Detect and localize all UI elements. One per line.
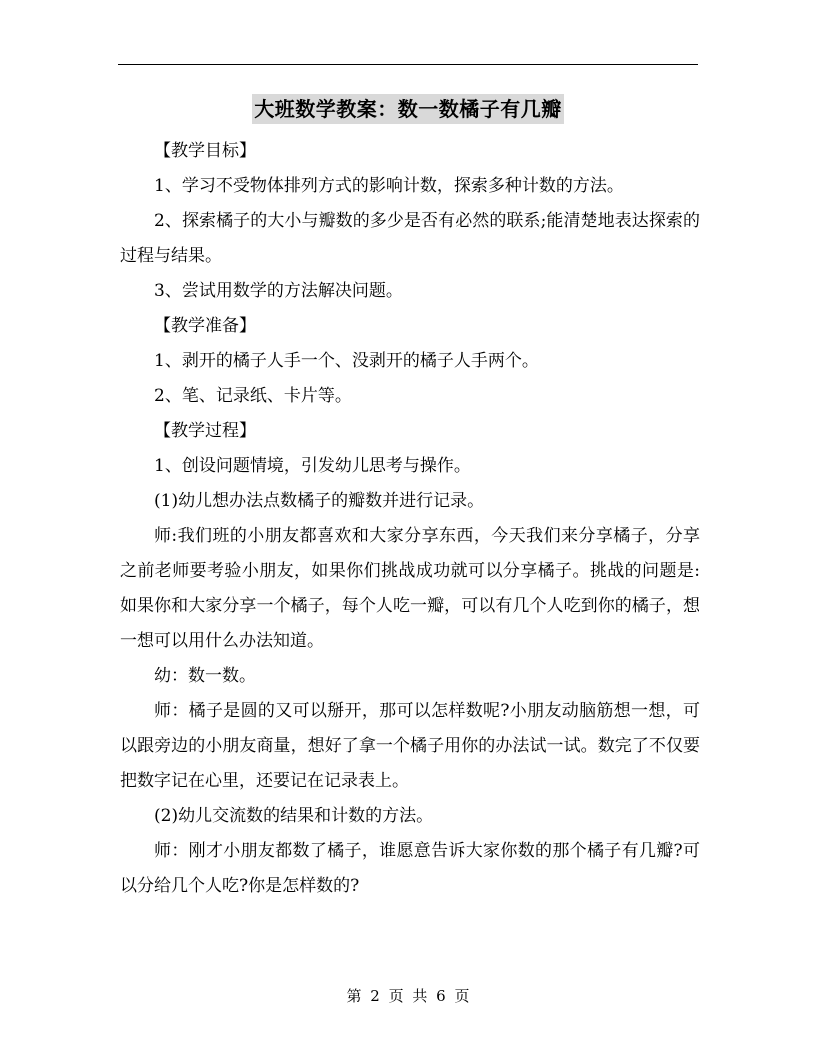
document-title: 大班数学教案：数一数橘子有几瓣 — [252, 94, 564, 124]
paragraph: 1、创设问题情境，引发幼儿思考与操作。 — [154, 456, 471, 476]
header-rule — [118, 64, 698, 65]
paragraph: 师:我们班的小朋友都喜欢和大家分享东西，今天我们来分享橘子，分享之前老师要考验小朋友，如果你们挑战成功就可以分享橘子。挑战的问题是:如果你和大家分享一个橘子，每个人吃一瓣，可以有几个人吃到你的橘子，想一想可以用什么办法知道。 — [120, 526, 700, 651]
title-container — [0, 94, 816, 124]
paragraph: 3、尝试用数学的方法解决问题。 — [154, 281, 403, 301]
paragraph: 幼：数一数。 — [154, 666, 256, 686]
section-heading-preparation: 【教学准备】 — [154, 316, 256, 336]
section-heading-objectives: 【教学目标】 — [154, 141, 256, 161]
paragraph: (1)幼儿想办法点数橘子的瓣数并进行记录。 — [154, 491, 485, 511]
paragraph: 1、学习不受物体排列方式的影响计数，探索多种计数的方法。 — [154, 176, 624, 196]
paragraph: 2、探索橘子的大小与瓣数的多少是否有必然的联系;能清楚地表达探索的过程与结果。 — [120, 211, 700, 266]
paragraph: 1、剥开的橘子人手一个、没剥开的橘子人手两个。 — [154, 351, 539, 371]
section-heading-process: 【教学过程】 — [154, 421, 256, 441]
document-body — [120, 134, 700, 904]
paragraph: (2)幼儿交流数的结果和计数的方法。 — [154, 806, 434, 826]
paragraph: 2、笔、记录纸、卡片等。 — [154, 386, 352, 406]
paragraph: 师：刚才小朋友都数了橘子，谁愿意告诉大家你数的那个橘子有几瓣?可以分给几个人吃?你是怎样数的? — [120, 841, 700, 896]
paragraph: 师：橘子是圆的又可以掰开，那可以怎样数呢?小朋友动脑筋想一想，可以跟旁边的小朋友商量，想好了拿一个橘子用你的办法试一试。数完了不仅要把数字记在心里，还要记在记录表上。 — [120, 701, 700, 791]
page-number-footer: 第 2 页 共 6 页 — [346, 987, 470, 1005]
